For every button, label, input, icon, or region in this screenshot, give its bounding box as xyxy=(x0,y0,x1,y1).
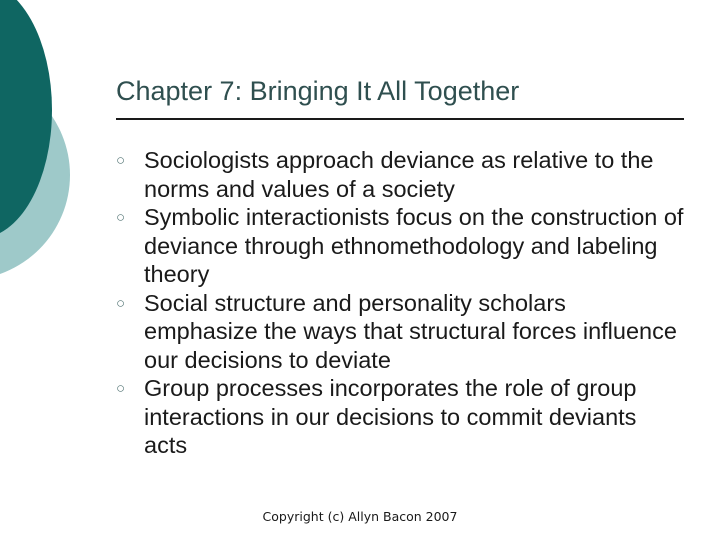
bullet-text: Group processes incorporates the role of group interactions in our decisions to commit deviants acts xyxy=(144,375,637,458)
bullet-item xyxy=(116,289,686,375)
copyright-footer: Copyright (c) Allyn Bacon 2007 xyxy=(262,509,458,524)
bullet-item xyxy=(116,374,686,460)
bullet-list xyxy=(116,146,686,460)
corner-circles-decoration xyxy=(0,0,120,300)
bullet-text: Symbolic interactionists focus on the construction of deviance through ethnomethodology and labeling theory xyxy=(144,204,684,287)
title-divider xyxy=(116,118,684,120)
bullet-marker-icon: ○ xyxy=(116,380,126,397)
bullet-text: Social structure and personality scholars emphasize the ways that structural forces influence our decisions to deviate xyxy=(144,289,677,373)
bullet-marker-icon: ○ xyxy=(116,294,126,312)
bullet-item xyxy=(116,203,686,289)
bullet-marker-icon: ○ xyxy=(116,209,126,226)
slide-title: Chapter 7: Bringing It All Together xyxy=(116,76,520,106)
bullet-marker-icon: ○ xyxy=(116,152,126,169)
bullet-text: Sociologists approach deviance as relative to the norms and values of a society xyxy=(144,147,654,202)
bullet-item xyxy=(116,146,686,203)
